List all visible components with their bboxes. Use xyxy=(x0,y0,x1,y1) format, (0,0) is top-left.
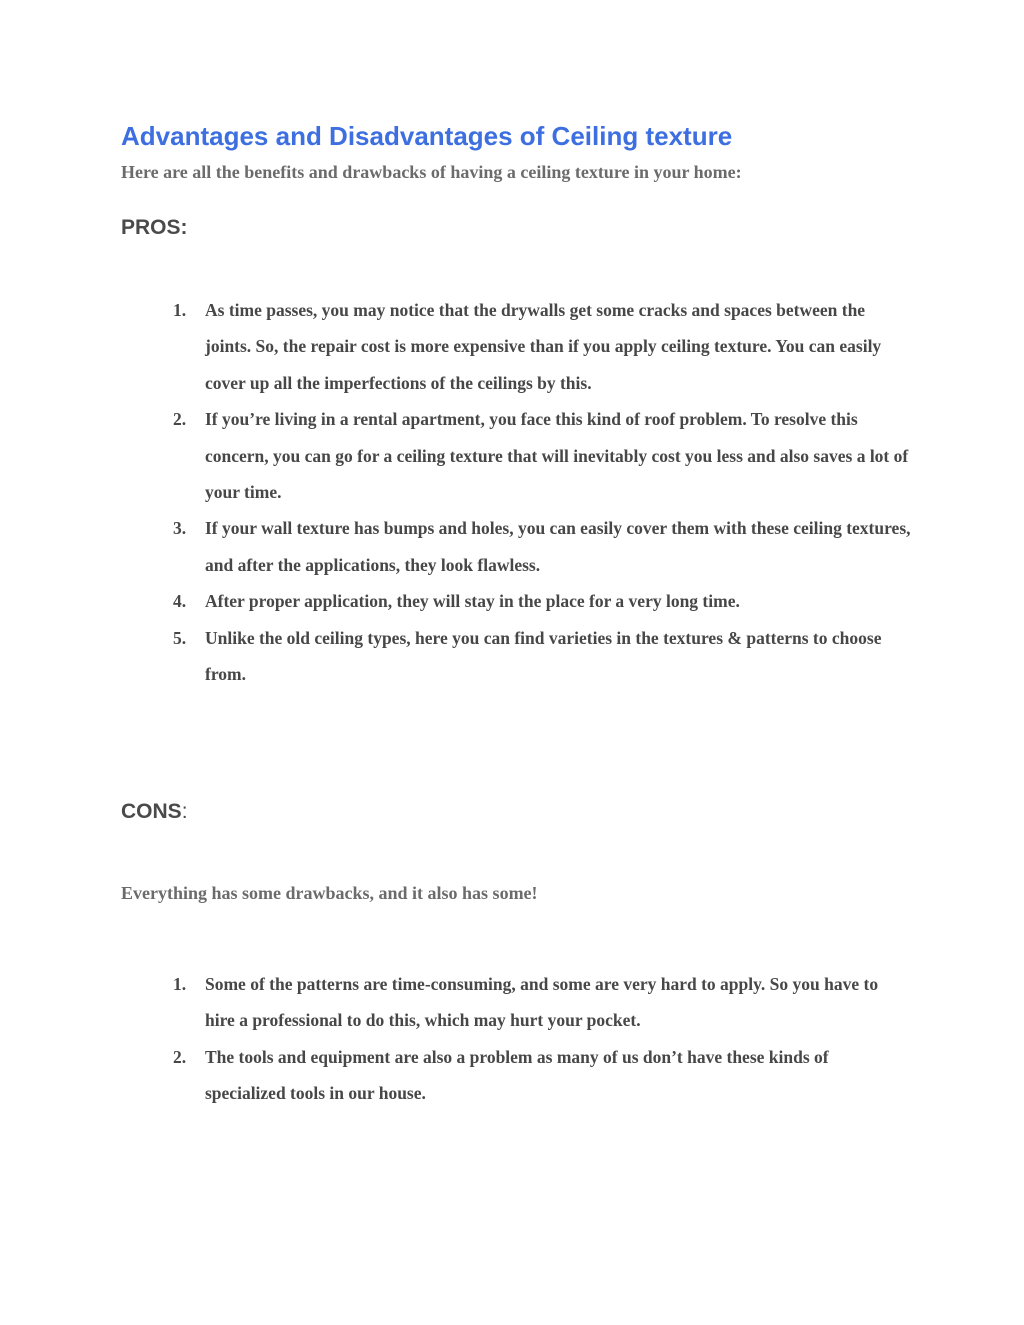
list-item-number: 1. xyxy=(173,974,187,994)
list-item-text: The tools and equipment are also a problem as many of us don’t have these kinds of specialized tools in our house. xyxy=(205,1046,829,1104)
page-subtitle: Here are all the benefits and drawbacks of having a ceiling texture in your home: xyxy=(121,162,742,182)
list-item xyxy=(121,583,911,619)
list-item xyxy=(121,1039,911,1112)
list-item-text: Unlike the old ceiling types, here you can find varieties in the textures & patterns to choose from. xyxy=(205,627,882,685)
list-item-number: 2. xyxy=(173,1046,187,1067)
pros-list xyxy=(121,292,911,692)
cons-heading-colon: : xyxy=(181,800,188,823)
list-item-number: 2. xyxy=(173,409,187,430)
list-item-text: Some of the patterns are time-consuming, and some are very hard to apply. So you have to hire a professional to do this, which may hurt your pocket. xyxy=(205,974,879,1031)
list-item-number: 5. xyxy=(173,627,187,648)
list-item xyxy=(121,292,911,401)
list-item-text: After proper application, they will stay in the place for a very long time. xyxy=(205,591,740,612)
cons-heading-label: CONS xyxy=(121,800,182,823)
list-item-number: 3. xyxy=(173,518,187,539)
list-item-text: If your wall texture has bumps and holes, you can easily cover them with these ceiling textures, and after the applications, they look flawless. xyxy=(205,518,911,575)
list-item xyxy=(121,510,911,583)
list-item xyxy=(121,401,911,510)
list-item-number: 1. xyxy=(173,300,187,320)
pros-heading-label: PROS xyxy=(121,216,181,239)
list-item xyxy=(121,966,911,1039)
list-item-text: If you’re living in a rental apartment, you face this kind of roof problem. To resolve this concern, you can go for a ceiling texture that will inevitably cost you less and also saves a lot of your time. xyxy=(205,409,909,503)
page-title: Advantages and Disadvantages of Ceiling texture xyxy=(121,121,733,151)
cons-intro: Everything has some drawbacks, and it also has some! xyxy=(121,883,538,903)
pros-heading-colon: : xyxy=(180,216,188,239)
list-item-text: As time passes, you may notice that the drywalls get some cracks and spaces between the joints. So, the repair cost is more expensive than if you apply ceiling texture. You can easily cover up all the imperfections of the ceilings by this. xyxy=(205,300,882,393)
pros-heading xyxy=(121,214,188,242)
list-item xyxy=(121,620,911,693)
cons-heading xyxy=(121,798,188,826)
list-item-number: 4. xyxy=(173,591,187,612)
cons-list xyxy=(121,966,911,1112)
